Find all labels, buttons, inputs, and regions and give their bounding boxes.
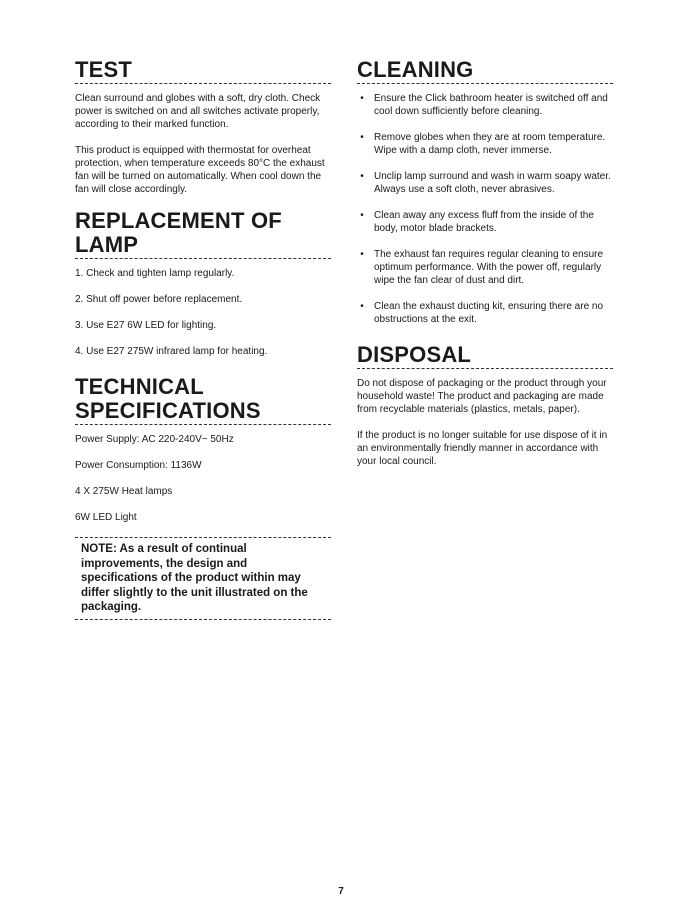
list-item [357,131,613,157]
specs-heading: TECHNICAL SPECIFICATIONS [75,375,331,425]
spec-item: Power Supply: AC 220-240V~ 50Hz [75,434,234,445]
list-item [357,92,613,118]
bullet-icon: • [360,132,364,143]
replacement-section [75,209,331,358]
list-item-text: Remove globes when they are at room temperature. Wipe with a damp cloth, never immerse. [374,132,606,156]
replacement-step: 2. Shut off power before replacement. [75,294,243,305]
list-item-text: Ensure the Click bathroom heater is switched off and cool down sufficiently before cleaning. [374,93,608,117]
bullet-icon: • [360,210,364,221]
disposal-paragraph-1: Do not dispose of packaging or the product through your household waste! The product and packaging are made from recyclable materials (plastics, metals, paper). [357,378,607,415]
list-item-text: Clean the exhaust ducting kit, ensuring there are no obstructions at the exit. [374,301,604,325]
cleaning-list [357,92,613,326]
list-item-text: The exhaust fan requires regular cleaning to ensure optimum performance. With the power off, regularly wipe the fan clear of dust and dirt. [374,249,604,286]
replacement-step: 1. Check and tighten lamp regularly. [75,268,235,279]
cleaning-heading: CLEANING [357,58,613,84]
disposal-heading: DISPOSAL [357,343,613,369]
list-item [357,209,613,235]
list-item-text: Unclip lamp surround and wash in warm soapy water. Always use a soft cloth, never abrasives. [374,171,611,195]
list-item [357,248,613,287]
list-item-text: Clean away any excess fluff from the inside of the body, motor blade brackets. [374,210,594,234]
test-heading: TEST [75,58,331,84]
spec-item: Power Consumption: 1136W [75,460,202,471]
list-item [357,170,613,196]
test-paragraph-1: Clean surround and globes with a soft, dry cloth. Check power is switched on and all switches activate properly, according to their marked function. [75,93,321,130]
right-column [357,58,613,468]
spec-item: 4 X 275W Heat lamps [75,486,173,497]
bullet-icon: • [360,301,364,312]
specs-section [75,375,331,620]
left-column [75,58,331,620]
test-section [75,58,331,196]
spec-item: 6W LED Light [75,512,137,523]
disposal-section [357,343,613,468]
replacement-step: 4. Use E27 275W infrared lamp for heating. [75,346,268,357]
bullet-icon: • [360,249,364,260]
bullet-icon: • [360,171,364,182]
replacement-step: 3. Use E27 6W LED for lighting. [75,320,217,331]
note-box: NOTE: As a result of continual improvements, the design and specifications of the product within may differ slightly to the unit illustrated on the packaging. [75,537,331,620]
list-item [357,300,613,326]
replacement-heading: REPLACEMENT OF LAMP [75,209,331,259]
cleaning-section [357,58,613,326]
test-paragraph-2: This product is equipped with thermostat for overheat protection, when temperature exceeds 80°C the exhaust fan will be turned on automatically. When cool down the fan will close accordingly. [75,145,325,195]
bullet-icon: • [360,93,364,104]
disposal-paragraph-2: If the product is no longer suitable for use dispose of it in an environmentally friendly manner in accordance with your local council. [357,430,608,467]
page-number: 7 [338,886,344,897]
